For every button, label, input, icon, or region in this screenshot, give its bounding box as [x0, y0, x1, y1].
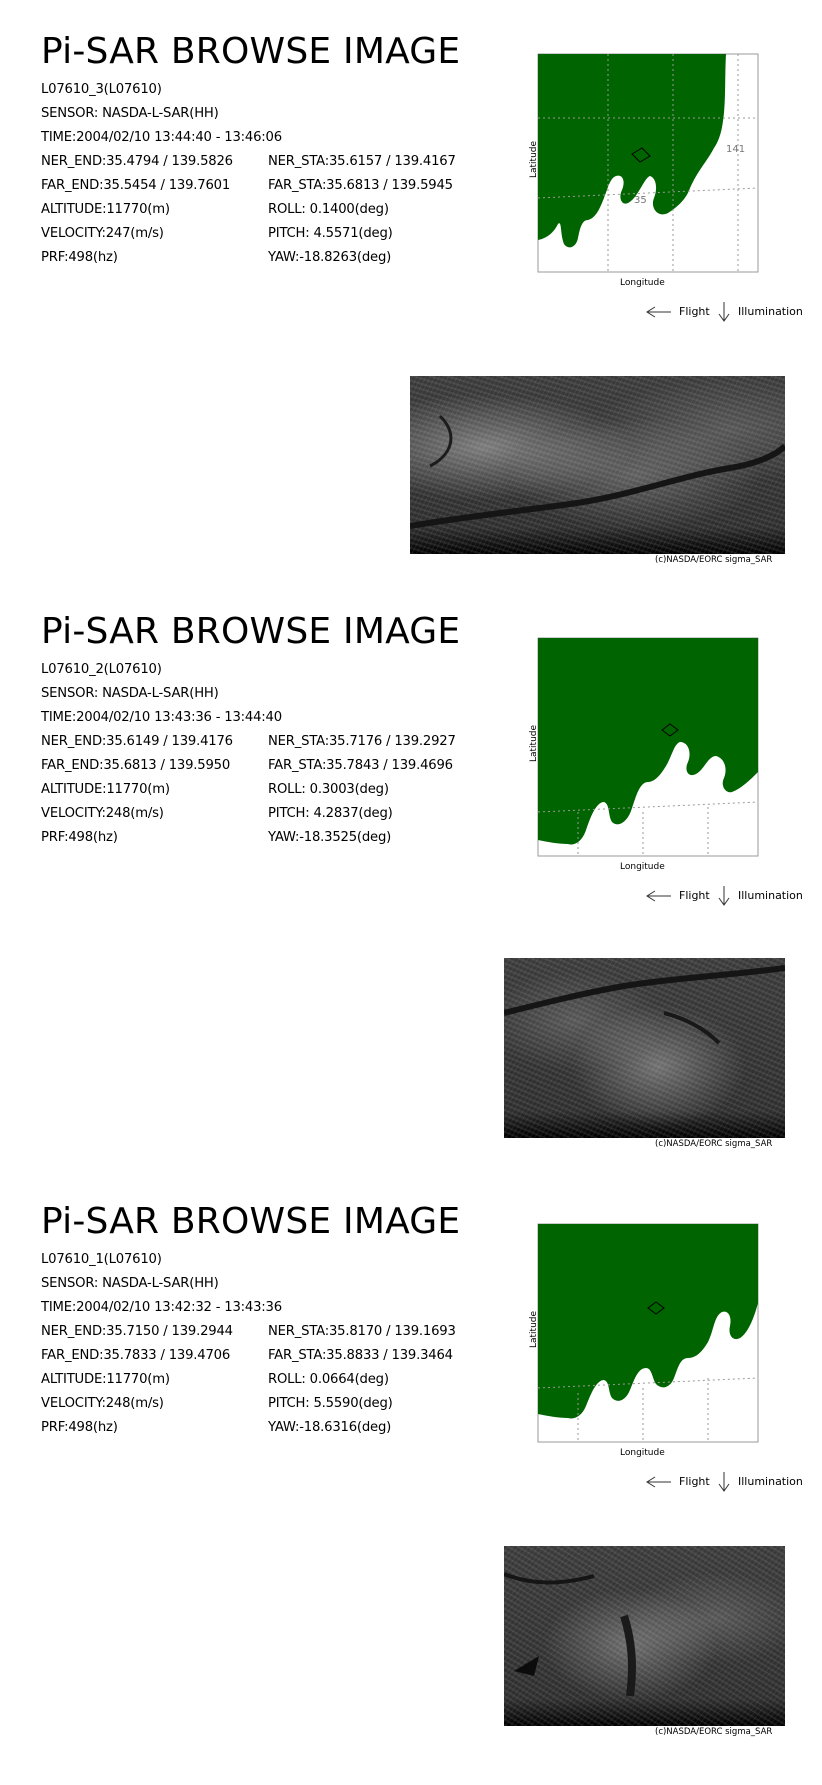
browse-section-3: [0, 1170, 822, 1770]
ner-end: NER_END:35.6149 / 139.4176: [41, 734, 233, 749]
pitch: PITCH: 5.5590(deg): [268, 1396, 393, 1411]
lat-grid-label: 35: [634, 195, 647, 206]
pitch: PITCH: 4.2837(deg): [268, 806, 393, 821]
scene-id: L07610_3(L07610): [41, 82, 162, 97]
sensor: SENSOR: NASDA-L-SAR(HH): [41, 686, 219, 701]
location-map: [528, 632, 768, 877]
arrow-down-icon: [718, 301, 730, 323]
map-ylabel: Latitude: [529, 724, 539, 762]
map-xlabel: Longitude: [620, 278, 665, 288]
ner-end: NER_END:35.7150 / 139.2944: [41, 1324, 233, 1339]
prf: PRF:498(hz): [41, 250, 118, 265]
time: TIME:2004/02/10 13:42:32 - 13:43:36: [41, 1300, 282, 1315]
sar-image: [504, 1546, 785, 1726]
page-title: Pi-SAR BROWSE IMAGE: [41, 611, 461, 652]
arrow-down-icon: [718, 885, 730, 907]
ner-sta: NER_STA:35.7176 / 139.2927: [268, 734, 456, 749]
roll: ROLL: 0.3003(deg): [268, 782, 389, 797]
far-sta: FAR_STA:35.7843 / 139.4696: [268, 758, 453, 773]
roll: ROLL: 0.0664(deg): [268, 1372, 389, 1387]
location-map: [528, 1218, 768, 1463]
yaw: YAW:-18.6316(deg): [268, 1420, 392, 1435]
altitude: ALTITUDE:11770(m): [41, 202, 170, 217]
illumination-label: Illumination: [738, 1475, 803, 1488]
map-ylabel: Latitude: [529, 1310, 539, 1348]
location-map: [528, 48, 768, 293]
ner-sta: NER_STA:35.6157 / 139.4167: [268, 154, 456, 169]
flight-illumination-legend: [645, 885, 805, 907]
far-end: FAR_END:35.5454 / 139.7601: [41, 178, 231, 193]
flight-label: Flight: [679, 1475, 710, 1488]
illumination-label: Illumination: [738, 305, 803, 318]
illumination-label: Illumination: [738, 889, 803, 902]
velocity: VELOCITY:248(m/s): [41, 1396, 164, 1411]
sensor: SENSOR: NASDA-L-SAR(HH): [41, 1276, 219, 1291]
page-title: Pi-SAR BROWSE IMAGE: [41, 1201, 461, 1242]
flight-illumination-legend: [645, 301, 805, 323]
ner-sta: NER_STA:35.8170 / 139.1693: [268, 1324, 456, 1339]
time: TIME:2004/02/10 13:43:36 - 13:44:40: [41, 710, 282, 725]
map-xlabel: Longitude: [620, 862, 665, 872]
far-sta: FAR_STA:35.6813 / 139.5945: [268, 178, 453, 193]
flight-label: Flight: [679, 305, 710, 318]
flight-illumination-legend: [645, 1471, 805, 1493]
time: TIME:2004/02/10 13:44:40 - 13:46:06: [41, 130, 282, 145]
arrow-left-icon: [645, 890, 673, 902]
sar-image: [504, 958, 785, 1138]
river-overlay: [504, 1546, 785, 1726]
yaw: YAW:-18.3525(deg): [268, 830, 392, 845]
sensor: SENSOR: NASDA-L-SAR(HH): [41, 106, 219, 121]
ner-end: NER_END:35.4794 / 139.5826: [41, 154, 233, 169]
flight-label: Flight: [679, 889, 710, 902]
copyright: (c)NASDA/EORC sigma_SAR: [655, 555, 773, 565]
copyright: (c)NASDA/EORC sigma_SAR: [655, 1727, 773, 1737]
velocity: VELOCITY:248(m/s): [41, 806, 164, 821]
scene-id: L07610_2(L07610): [41, 662, 162, 677]
prf: PRF:498(hz): [41, 1420, 118, 1435]
browse-section-2: [0, 580, 822, 1180]
arrow-down-icon: [718, 1471, 730, 1493]
browse-section-1: [0, 0, 822, 600]
far-end: FAR_END:35.6813 / 139.5950: [41, 758, 231, 773]
altitude: ALTITUDE:11770(m): [41, 782, 170, 797]
far-sta: FAR_STA:35.8833 / 139.3464: [268, 1348, 453, 1363]
far-end: FAR_END:35.7833 / 139.4706: [41, 1348, 231, 1363]
velocity: VELOCITY:247(m/s): [41, 226, 164, 241]
page-title: Pi-SAR BROWSE IMAGE: [41, 31, 461, 72]
roll: ROLL: 0.1400(deg): [268, 202, 389, 217]
copyright: (c)NASDA/EORC sigma_SAR: [655, 1139, 773, 1149]
river-overlay: [504, 958, 785, 1138]
map-ylabel: Latitude: [529, 140, 539, 178]
lon-grid-label: 141: [726, 144, 746, 155]
arrow-left-icon: [645, 1476, 673, 1488]
altitude: ALTITUDE:11770(m): [41, 1372, 170, 1387]
yaw: YAW:-18.8263(deg): [268, 250, 392, 265]
arrow-left-icon: [645, 306, 673, 318]
pitch: PITCH: 4.5571(deg): [268, 226, 393, 241]
map-xlabel: Longitude: [620, 1448, 665, 1458]
river-overlay: [410, 376, 785, 554]
sar-image: [410, 376, 785, 554]
scene-id: L07610_1(L07610): [41, 1252, 162, 1267]
prf: PRF:498(hz): [41, 830, 118, 845]
